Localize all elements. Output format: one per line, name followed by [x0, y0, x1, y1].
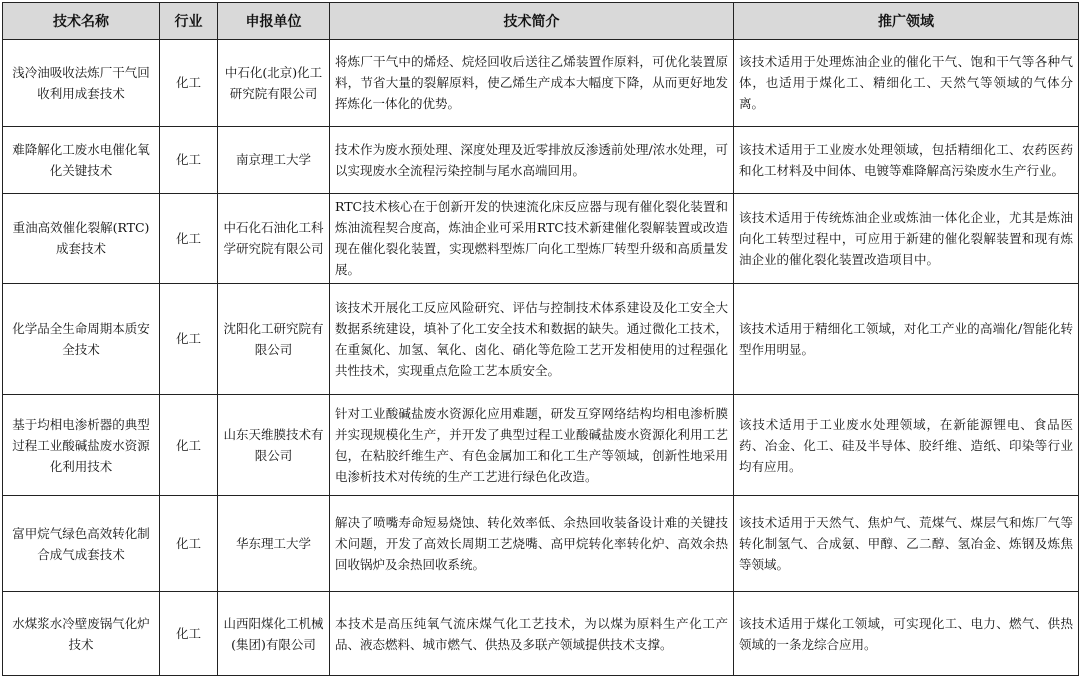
cell-unit: 沈阳化工研究院有限公司	[218, 283, 330, 395]
cell-intro: 针对工业酸碱盐废水资源化应用难题，研发互穿网络结构均相电渗析膜并实现规模化生产，并开发了典型过程工业酸碱盐废水资源化利用工艺包，在粘胶纤维生产、有色金属加工和化工生产等领域，创新性地采用电渗析技术对传统的生产工艺进行绿色化改造。	[330, 395, 734, 496]
cell-unit: 华东理工大学	[218, 495, 330, 592]
cell-scope: 该技术适用于工业废水处理领域，在新能源锂电、食品医药、冶金、化工、硅及半导体、胶纤维、造纸、印染等行业均有应用。	[734, 395, 1079, 496]
table-row	[3, 592, 1079, 676]
cell-industry: 化工	[160, 395, 218, 496]
cell-name: 化学品全生命周期本质安全技术	[3, 283, 160, 395]
cell-scope: 该技术适用于工业废水处理领域，包括精细化工、农药医药和化工材料及中间体、电镀等难降解高污染废水生产行业。	[734, 126, 1079, 193]
cell-industry: 化工	[160, 283, 218, 395]
cell-name: 富甲烷气绿色高效转化制合成气成套技术	[3, 495, 160, 592]
cell-intro: RTC技术核心在于创新开发的快速流化床反应器与现有催化裂化装置和炼油流程契合度高，炼油企业可采用RTC技术新建催化裂解装置或改造现在催化裂化装置，实现燃料型炼厂向化工型炼厂转型升级和高质量发展。	[330, 193, 734, 283]
cell-intro: 本技术是高压纯氧气流床煤气化工艺技术，为以煤为原料生产化工产品、液态燃料、城市燃气、供热及多联产领域提供技术支撑。	[330, 592, 734, 676]
header-industry: 行业	[160, 3, 218, 40]
table-row	[3, 40, 1079, 127]
cell-scope: 该技术适用于传统炼油企业或炼油一体化企业，尤其是炼油向化工转型过程中，可应用于新建的催化裂解装置和现有炼油企业的催化裂化装置改造项目中。	[734, 193, 1079, 283]
cell-unit: 中石化石油化工科学研究院有限公司	[218, 193, 330, 283]
header-row	[3, 3, 1079, 40]
header-unit: 申报单位	[218, 3, 330, 40]
cell-name: 基于均相电渗析器的典型过程工业酸碱盐废水资源化利用技术	[3, 395, 160, 496]
cell-industry: 化工	[160, 193, 218, 283]
cell-scope: 该技术适用于天然气、焦炉气、荒煤气、煤层气和炼厂气等转化制氢气、合成氨、甲醇、乙二醇、氢冶金、炼钢及炼焦等领域。	[734, 495, 1079, 592]
cell-industry: 化工	[160, 126, 218, 193]
cell-name: 水煤浆水冷壁废锅气化炉技术	[3, 592, 160, 676]
cell-intro: 该技术开展化工反应风险研究、评估与控制技术体系建设及化工安全大数据系统建设，填补了化工安全技术和数据的缺失。通过微化工技术，在重氮化、加氢、氧化、卤化、硝化等危险工艺开发相使用的过程强化共性技术，实现重点危险工艺本质安全。	[330, 283, 734, 395]
table-row	[3, 193, 1079, 283]
cell-name: 重油高效催化裂解(RTC)成套技术	[3, 193, 160, 283]
technology-table	[2, 2, 1079, 676]
cell-unit: 山东天维膜技术有限公司	[218, 395, 330, 496]
cell-intro: 技术作为废水预处理、深度处理及近零排放反渗透前处理/浓水处理，可以实现废水全流程污染控制与尾水高端回用。	[330, 126, 734, 193]
cell-intro: 将炼厂干气中的烯烃、烷烃回收后送往乙烯装置作原料，可优化装置原料，节省大量的裂解原料，使乙烯生产成本大幅度下降，从而更好地发挥炼化一体化的优势。	[330, 40, 734, 127]
cell-intro: 解决了喷嘴寿命短易烧蚀、转化效率低、余热回收装备设计难的关键技术问题，开发了高效长周期工艺烧嘴、高甲烷转化率转化炉、高效余热回收锅炉及余热回收系统。	[330, 495, 734, 592]
cell-industry: 化工	[160, 495, 218, 592]
cell-name: 浅冷油吸收法炼厂干气回收利用成套技术	[3, 40, 160, 127]
cell-industry: 化工	[160, 592, 218, 676]
table-row	[3, 495, 1079, 592]
cell-unit: 南京理工大学	[218, 126, 330, 193]
header-intro: 技术简介	[330, 3, 734, 40]
cell-scope: 该技术适用于精细化工领域，对化工产业的高端化/智能化转型作用明显。	[734, 283, 1079, 395]
table-row	[3, 283, 1079, 395]
cell-name: 难降解化工废水电催化氧化关键技术	[3, 126, 160, 193]
cell-industry: 化工	[160, 40, 218, 127]
cell-unit: 中石化(北京)化工研究院有限公司	[218, 40, 330, 127]
header-name: 技术名称	[3, 3, 160, 40]
table-row	[3, 126, 1079, 193]
table-row	[3, 395, 1079, 496]
cell-unit: 山西阳煤化工机械(集团)有限公司	[218, 592, 330, 676]
cell-scope: 该技术适用于处理炼油企业的催化干气、饱和干气等各种气体，也适用于煤化工、精细化工、天然气等领域的气体分离。	[734, 40, 1079, 127]
header-scope: 推广领域	[734, 3, 1079, 40]
cell-scope: 该技术适用于煤化工领域，可实现化工、电力、燃气、供热领域的一条龙综合应用。	[734, 592, 1079, 676]
